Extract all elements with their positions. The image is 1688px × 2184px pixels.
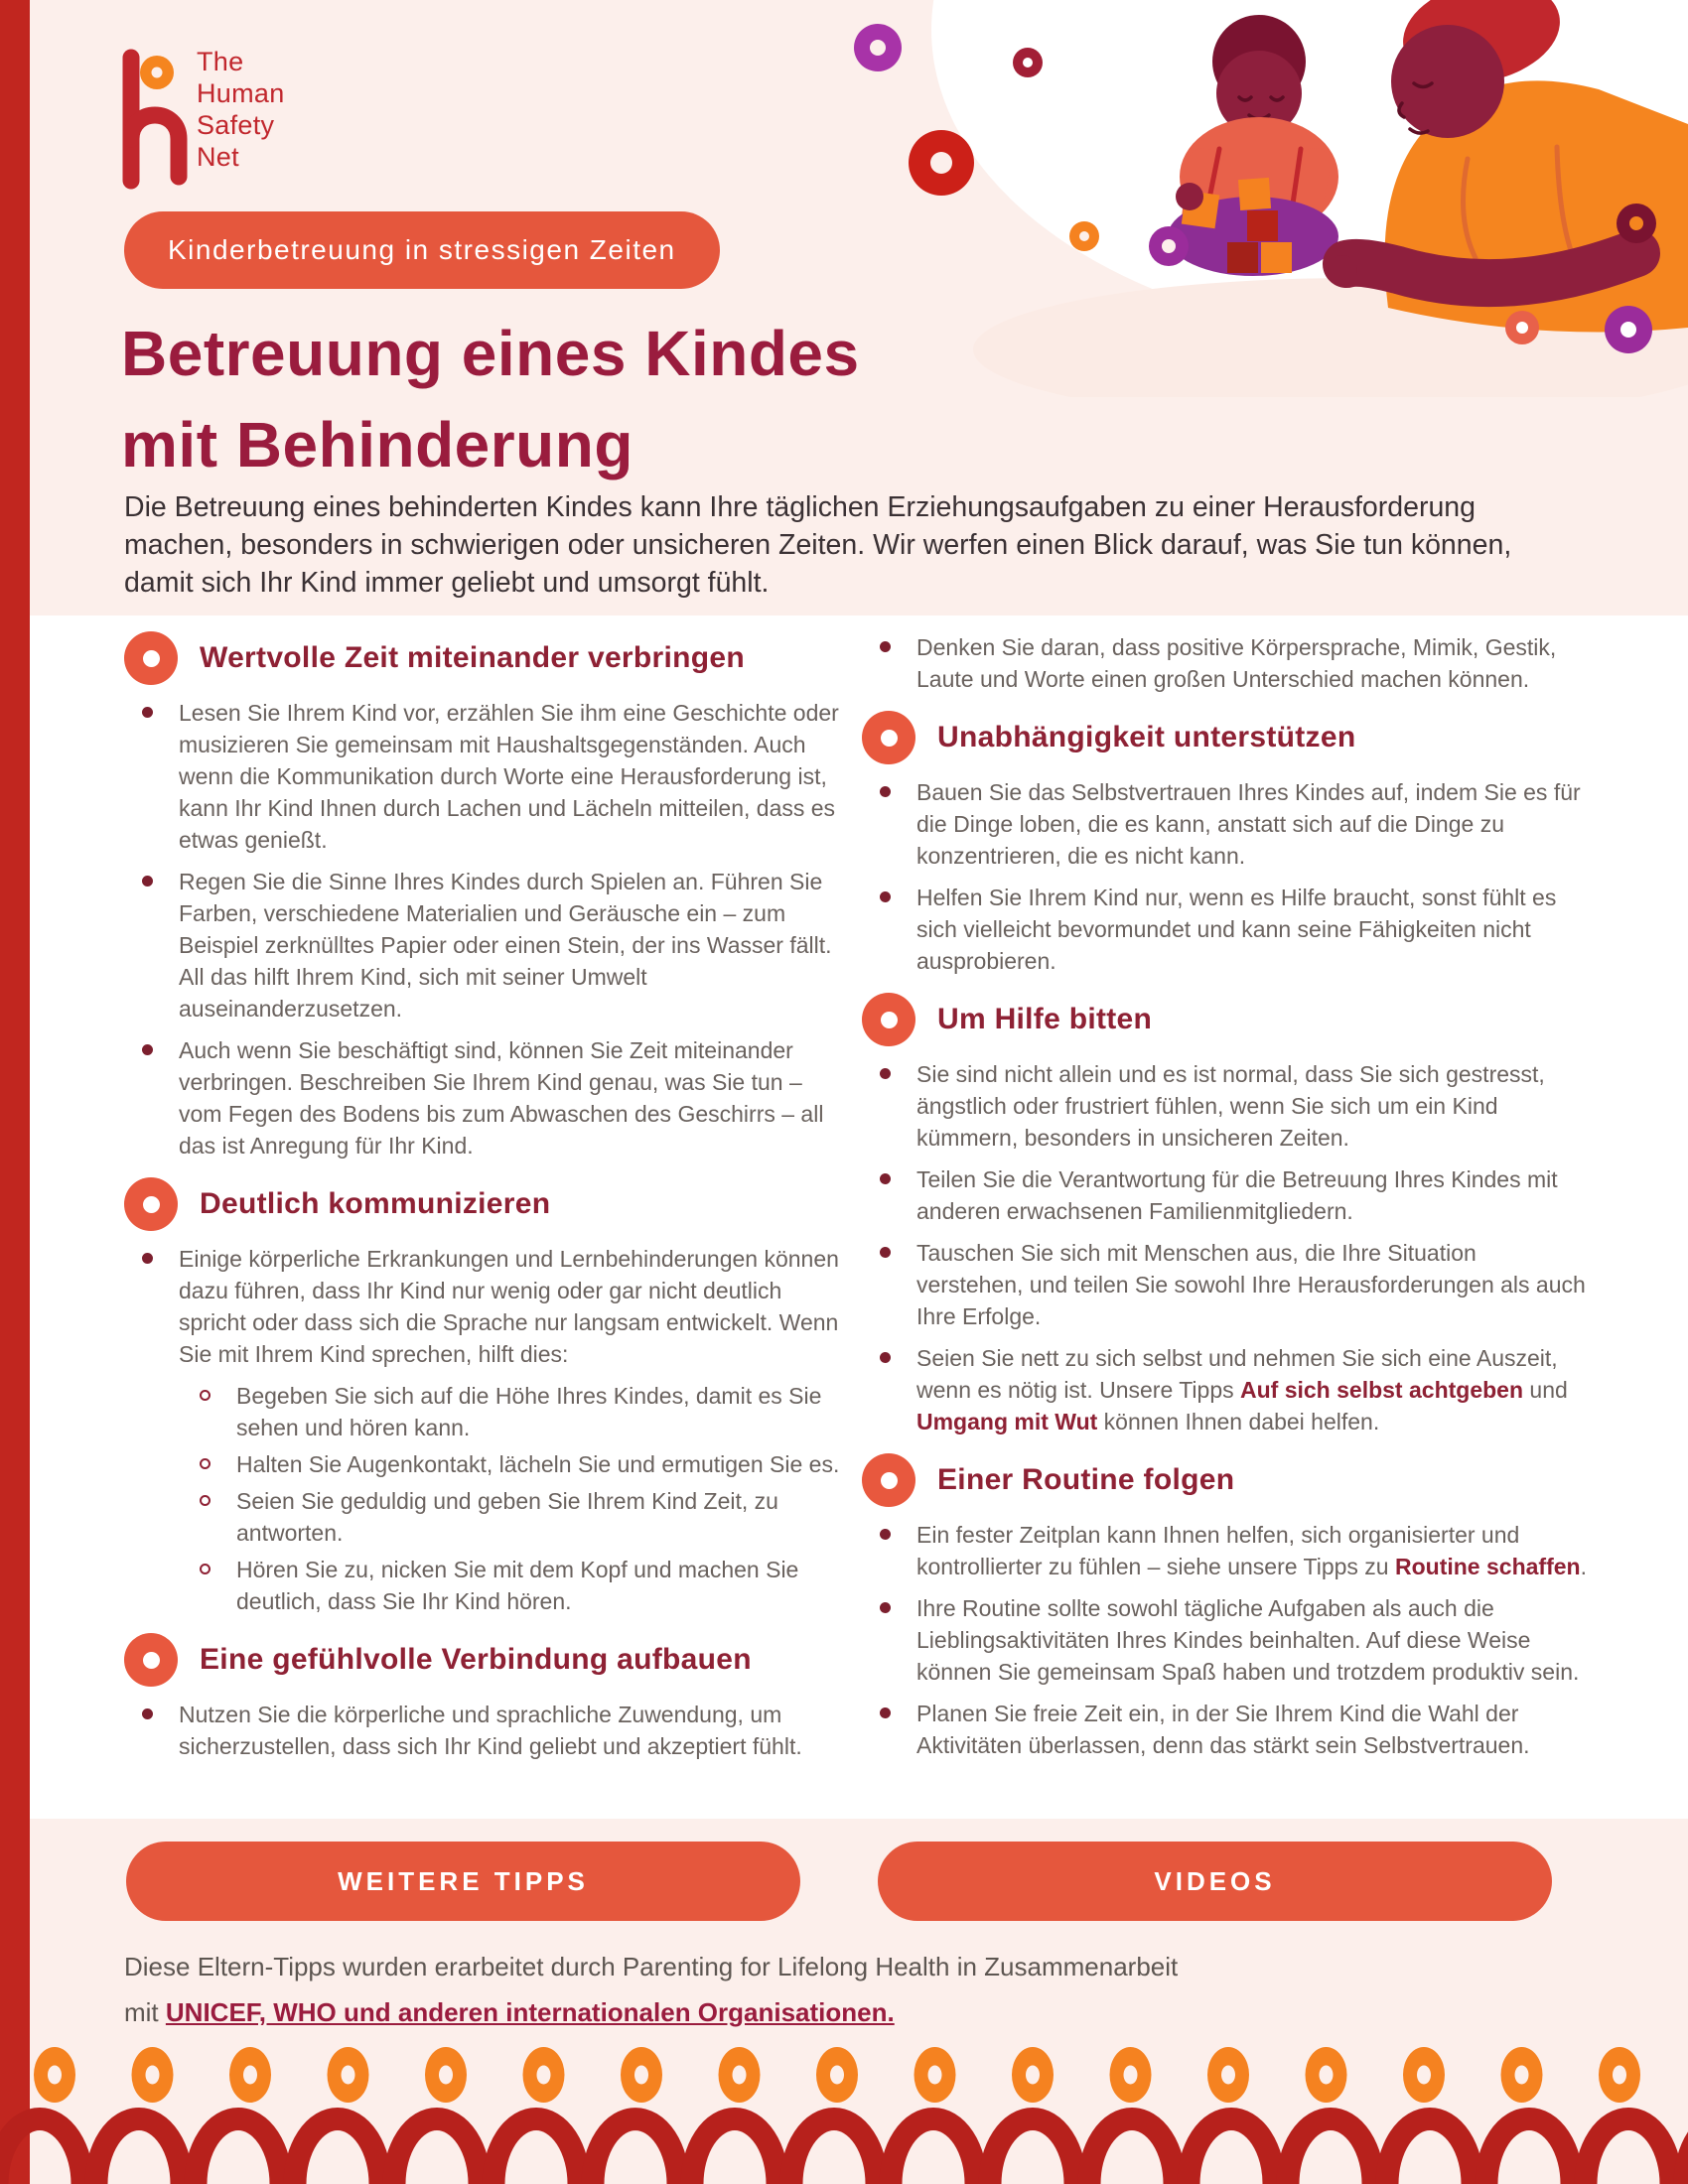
filled-dot-icon — [880, 1602, 891, 1613]
left-edge-stripe — [0, 0, 30, 2184]
list-item-text: Halten Sie Augenkontakt, lächeln Sie und ermutigen Sie es. — [236, 1451, 840, 1477]
section-header — [862, 993, 1587, 1046]
list-item-text: Regen Sie die Sinne Ihres Kindes durch Spielen an. Führen Sie Farben, verschiedene Materialien und Geräusche ein – zum Beispiel zerknülltes Papier oder einen Stein, der ins Wasser fällt. All das hilft Ihrem Kind, sich mit seiner Umwelt auseinanderzusetzen. — [179, 869, 832, 1022]
donut-icon — [862, 711, 915, 764]
list-item — [862, 1698, 1587, 1761]
donut-icon — [124, 1633, 178, 1687]
filled-dot-icon — [880, 1173, 891, 1184]
filled-dot-icon — [880, 1247, 891, 1258]
partners-link[interactable]: UNICEF, WHO und anderen internationalen Organisationen. — [165, 1997, 895, 2027]
filled-dot-icon — [142, 1044, 153, 1055]
list-item — [862, 1058, 1587, 1154]
weitere-tipps-button[interactable]: WEITERE TIPPS — [126, 1842, 800, 1921]
inline-link[interactable]: Auf sich selbst achtgeben — [1240, 1377, 1524, 1403]
illustration-adult-and-child-playing-with-blocks — [834, 0, 1688, 397]
page-title: Betreuung eines Kindes mit Behinderung — [121, 318, 860, 480]
section-title: Um Hilfe bitten — [937, 1003, 1153, 1035]
section-title: Eine gefühlvolle Verbindung aufbauen — [200, 1643, 752, 1676]
bottom-border-decoration — [0, 2025, 1688, 2184]
list-item-text: Nutzen Sie die körperliche und sprachliche Zuwendung, um sicherzustellen, dass sich Ihr Kind geliebt und akzeptiert fühlt. — [179, 1702, 802, 1759]
section-header — [862, 711, 1587, 764]
list-item-text: Seien Sie nett zu sich selbst und nehmen Sie sich eine Auszeit, wenn es nötig ist. Unsere Tipps Auf sich selbst achtgeben und Umgang mit Wut können Ihnen dabei helfen. — [916, 1345, 1568, 1434]
list-item — [862, 631, 1587, 695]
list-item — [124, 1380, 841, 1443]
list-item-text: Einige körperliche Erkrankungen und Lernbehinderungen können dazu führen, dass Ihr Kind nur wenig oder gar nicht deutlich spricht oder dass sich die Sprache nur langsam entwickelt. Wenn Sie mit Ihrem Kind sprechen, hilft dies: — [179, 1246, 839, 1367]
filled-dot-icon — [880, 1352, 891, 1363]
open-ring-icon — [200, 1495, 211, 1506]
donut-icon — [124, 631, 178, 685]
donut-icon — [862, 1453, 915, 1507]
list-item-text: Auch wenn Sie beschäftigt sind, können Sie Zeit miteinander verbringen. Beschreiben Sie Ihrem Kind genau, was Sie tun – vom Fegen des Bodens bis zum Abwaschen des Geschirrs – all das ist Anregung für Ihr Kind. — [179, 1037, 824, 1159]
credits-line-1: Diese Eltern-Tipps wurden erarbeitet durch Parenting for Lifelong Health in Zusammenarbeit — [124, 1952, 1179, 1981]
filled-dot-icon — [880, 1068, 891, 1079]
list-item-text: Begeben Sie sich auf die Höhe Ihres Kindes, damit es Sie sehen und hören kann. — [236, 1383, 822, 1440]
filled-dot-icon — [142, 707, 153, 718]
list-item-text: Ihre Routine sollte sowohl tägliche Aufgaben als auch die Lieblingsaktivitäten Ihres Kindes beinhalten. Auf diese Weise können Sie gemeinsam Spaß haben und trotzdem produktiv sein. — [916, 1595, 1580, 1685]
list-item-text: Sie sind nicht allein und es ist normal, dass Sie sich gestresst, ängstlich oder frustriert fühlen, wenn Sie sich um ein Kind kümmern, besonders in unsicheren Zeiten. — [916, 1061, 1545, 1151]
section-header — [124, 1177, 841, 1231]
list-item — [862, 1237, 1587, 1332]
list-item-text: Seien Sie geduldig und geben Sie Ihrem Kind Zeit, zu antworten. — [236, 1488, 778, 1546]
section-title: Einer Routine folgen — [937, 1463, 1235, 1496]
section-header — [124, 1633, 841, 1687]
filled-dot-icon — [142, 1708, 153, 1719]
list-item — [862, 1519, 1587, 1582]
list-item-text: Lesen Sie Ihrem Kind vor, erzählen Sie ihm eine Geschichte oder musizieren Sie gemeinsam mit Haushaltsgegenständen. Auch wenn die Kommunikation durch Worte eine Herausforderung ist, kann Ihr Kind Ihnen durch Lachen und Lächeln mitteilen, dass es etwas genießt. — [179, 700, 839, 853]
credits-text — [124, 1944, 1178, 2035]
human-safety-net-logo-icon — [115, 40, 205, 199]
filled-dot-icon — [880, 891, 891, 902]
filled-dot-icon — [142, 876, 153, 887]
list-item — [124, 1448, 841, 1480]
list-item — [124, 1243, 841, 1370]
open-ring-icon — [200, 1564, 211, 1574]
filled-dot-icon — [142, 1253, 153, 1264]
filled-dot-icon — [880, 786, 891, 797]
list-item-text: Denken Sie daran, dass positive Körpersprache, Mimik, Gestik, Laute und Worte einen großen Unterschied machen können. — [916, 634, 1557, 692]
filled-dot-icon — [880, 1707, 891, 1718]
donut-icon — [124, 1177, 178, 1231]
donut-icon — [862, 993, 915, 1046]
right-column — [862, 631, 1587, 1771]
section-header — [124, 631, 841, 685]
open-ring-icon — [200, 1458, 211, 1469]
list-item — [862, 882, 1587, 977]
list-item — [124, 697, 841, 856]
section-title: Wertvolle Zeit miteinander verbringen — [200, 641, 746, 674]
credits-line-2: mit UNICEF, WHO und anderen internationalen Organisationen. — [124, 1997, 895, 2027]
list-item — [862, 1342, 1587, 1437]
list-item-text: Tauschen Sie sich mit Menschen aus, die Ihre Situation verstehen, und teilen Sie sowohl Ihre Herausforderungen als auch Ihre Erfolge. — [916, 1240, 1586, 1329]
filled-dot-icon — [880, 1529, 891, 1540]
open-ring-icon — [200, 1390, 211, 1401]
intro-paragraph: Die Betreuung eines behinderten Kindes kann Ihre täglichen Erziehungsaufgaben zu einer Herausforderung machen, besonders in schwierigen oder unsicheren Zeiten. Wir werfen einen Blick darauf, was Sie tun können, damit sich Ihr Kind immer geliebt und umsorgt fühlt. — [124, 491, 1512, 599]
list-item — [124, 1554, 841, 1617]
list-item — [862, 776, 1587, 872]
list-item-text: Bauen Sie das Selbstvertrauen Ihres Kindes auf, indem Sie es für die Dinge loben, die es kann, anstatt sich auf die Dinge zu konzentrieren, die es nicht kann. — [916, 779, 1581, 869]
section-title: Unabhängigkeit unterstützen — [937, 721, 1356, 753]
list-item-text: Ein fester Zeitplan kann Ihnen helfen, sich organisierter und kontrollierter zu fühlen – siehe unsere Tipps zu Routine schaffen. — [916, 1522, 1587, 1579]
list-item — [862, 1163, 1587, 1227]
list-item — [124, 866, 841, 1024]
inline-link[interactable]: Routine schaffen — [1395, 1554, 1581, 1579]
section-header — [862, 1453, 1587, 1507]
inline-link[interactable]: Umgang mit Wut — [916, 1409, 1098, 1434]
list-item-text: Helfen Sie Ihrem Kind nur, wenn es Hilfe braucht, sonst fühlt es sich vielleicht bevormundet und kann seine Fähigkeiten nicht ausprobieren. — [916, 885, 1557, 974]
list-item-text: Teilen Sie die Verantwortung für die Betreuung Ihres Kindes mit anderen erwachsenen Familienmitgliedern. — [916, 1166, 1558, 1224]
left-column — [124, 631, 841, 1772]
list-item — [124, 1699, 841, 1762]
logo-wordmark: The Human Safety Net — [197, 47, 285, 172]
videos-button[interactable]: VIDEOS — [878, 1842, 1552, 1921]
list-item-text: Planen Sie freie Zeit ein, in der Sie Ihrem Kind die Wahl der Aktivitäten überlassen, denn das stärkt sein Selbstvertrauen. — [916, 1701, 1530, 1758]
list-item — [124, 1485, 841, 1549]
list-item — [862, 1592, 1587, 1688]
list-item — [124, 1034, 841, 1161]
category-badge: Kinderbetreuung in stressigen Zeiten — [124, 211, 720, 289]
filled-dot-icon — [880, 641, 891, 652]
list-item-text: Hören Sie zu, nicken Sie mit dem Kopf und machen Sie deutlich, dass Sie Ihr Kind hören. — [236, 1557, 799, 1614]
section-title: Deutlich kommunizieren — [200, 1187, 551, 1220]
